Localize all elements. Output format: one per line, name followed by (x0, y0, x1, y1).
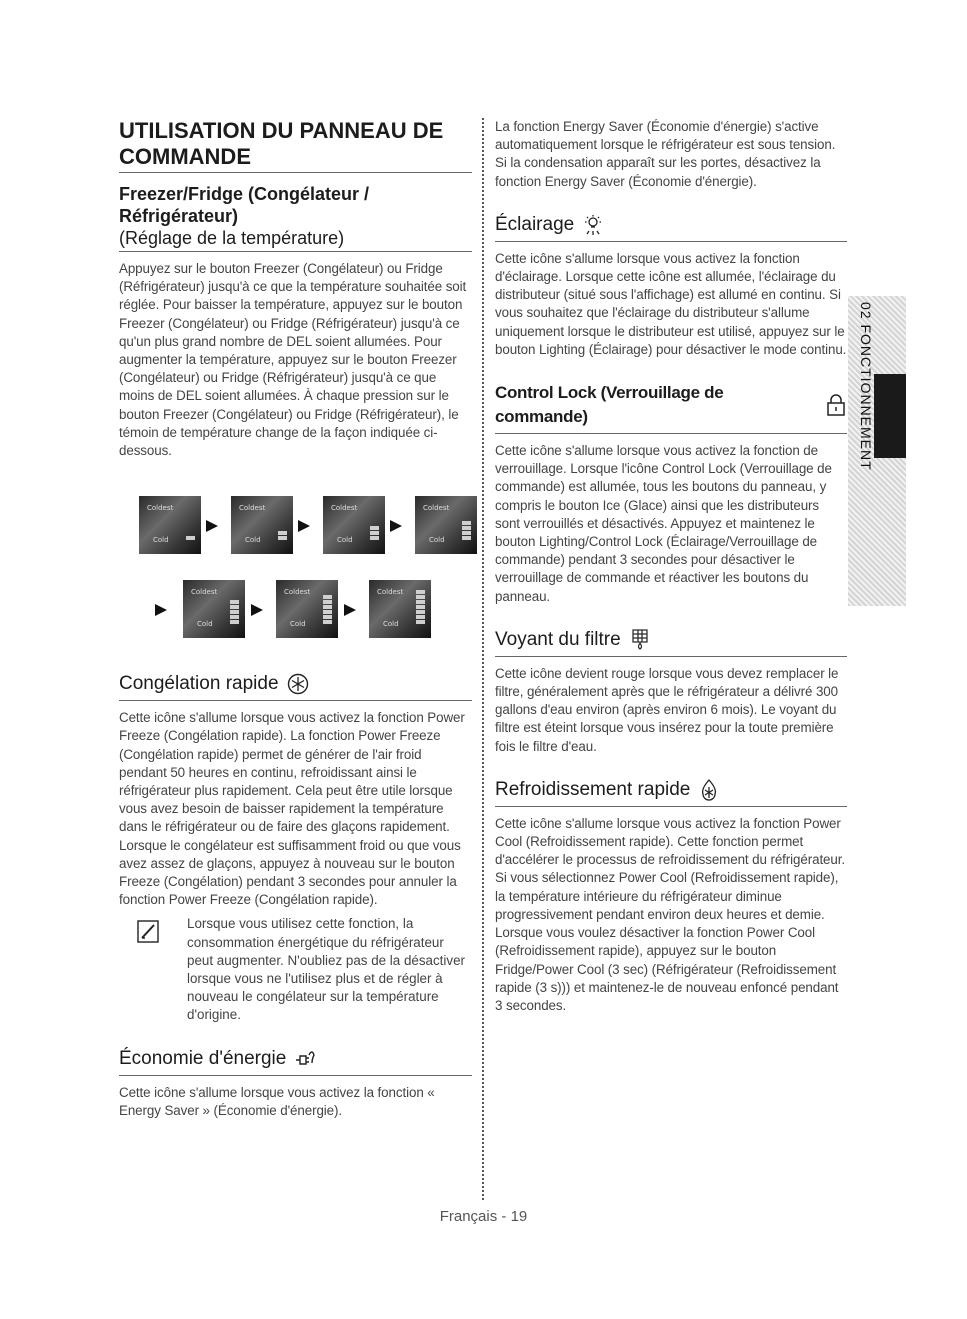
temp-led (323, 600, 332, 604)
sequence-arrow (155, 604, 167, 616)
filter-title-text: Voyant du filtre (495, 628, 621, 650)
temp-section-body: Appuyez sur le bouton Freezer (Congélateur) ou Fridge (Réfrigérateur) jusqu'à ce que la température souhaitée soit réglée. Pour baisser la température, appuyez sur le bouton Freezer (Congélateur) ou Fridge (Réfrigérateur) jusqu'à ce qu'un plus grand nombre de DEL soient allumées. Pour augmenter la température, appuyez sur le bouton Freezer (Congélateur) ou Fridge (Réfrigérateur) jusqu'à ce que moins de DEL soient allumées. À chaque pression sur le bouton Freezer (Congélateur) ou Fridge (Réfrigérateur), le témoin de température change de la façon indiquée ci-dessous. (119, 261, 467, 459)
temp-led (323, 610, 332, 614)
right-column (495, 118, 847, 1015)
energy-plug-icon (294, 1048, 316, 1070)
energy-saver-body: Cette icône s'allume lorsque vous activez la fonction « Energy Saver » (Économie d'énergie). (119, 1084, 435, 1118)
sequence-arrow (390, 520, 402, 532)
page-title: UTILISATION DU PANNEAU DE COMMANDE (119, 118, 472, 173)
temp-panel-label-coldest: Coldest (147, 504, 174, 513)
temp-led (370, 536, 379, 540)
filter-title (495, 628, 847, 657)
temp-panel-label-cold: Cold (245, 536, 261, 545)
temp-led (323, 620, 332, 624)
power-cool-body: Cette icône s'allume lorsque vous activez la fonction Power Cool (Refroidissement rapide). Cette fonction permet d'accélérer le processus de refroidissement du réfrigérateur. Si vous sélectionnez Power Cool (Refroidissement rapide), la température intérieure du réfrigérateur diminue progressivement pendant environ deux heures et demie. Lorsque vous voulez désactiver la fonction Power Cool (Refroidissement rapide), appuyez sur le bouton Fridge/Power Cool (3 sec) (Réfrigérateur (Refroidissement rapide (3 s))) et maintenez-le de nouveau enfoncé pendant 3 secondes. (495, 815, 845, 1013)
lighting-title (495, 213, 847, 242)
left-column (119, 118, 472, 1120)
temp-led (186, 536, 195, 540)
temp-panel-label-coldest: Coldest (239, 504, 266, 513)
control-lock-title (495, 381, 847, 434)
power-freeze-body: Cette icône s'allume lorsque vous activez la fonction Power Freeze (Congélation rapide). La fonction Power Freeze (Congélation rapide) permet de générer de l'air froid pendant 50 heures en continu, refroidissant ainsi le réfrigérateur plus rapidement. Cela peut être utile lorsque vous avez besoin de baisser rapidement la température dans le réfrigérateur ou de faire des glaçons rapidement. Lorsque le congélateur est suffisamment froid ou que vous avez assez de glaçons, appuyez à nouveau sur le bouton Freeze (Congélation) pendant 3 secondes pour annuler la fonction Power Freeze (Congélation rapide). (119, 710, 465, 908)
temp-led (416, 605, 425, 609)
light-bulb-icon (582, 214, 604, 236)
temp-panel (231, 496, 293, 554)
temp-led (416, 620, 425, 624)
temp-led (462, 521, 471, 525)
temperature-indicator-sequence (119, 496, 472, 646)
temp-panel-label-coldest: Coldest (191, 588, 218, 597)
temp-led (278, 536, 287, 540)
side-tab-marker (874, 374, 906, 458)
temp-panel-label-cold: Cold (383, 620, 399, 629)
filter-body: Cette icône devient rouge lorsque vous devez remplacer le filtre, généralement après que le réfrigérateur a délivré 300 gallons d'eau environ (après environ 6 mois). Le voyant du filtre est éteint lorsque vous insérez pour la toute première fois le filtre d'eau. (495, 665, 839, 754)
column-divider (482, 118, 484, 1200)
power-cool-icon (698, 779, 720, 801)
temp-led (416, 590, 425, 594)
temp-title-line1: Freezer/Fridge (Congélateur / Réfrigérateur) (119, 184, 370, 226)
sequence-arrow (344, 604, 356, 616)
snowflake-icon (287, 673, 309, 695)
temp-title-line2: (Réglage de la température) (119, 228, 345, 248)
temp-led (416, 595, 425, 599)
sequence-arrow (251, 604, 263, 616)
temp-led (323, 605, 332, 609)
lock-icon (825, 394, 847, 416)
temp-panel-label-coldest: Coldest (284, 588, 311, 597)
temp-section-title (119, 183, 472, 252)
power-cool-title-text: Refroidissement rapide (495, 778, 691, 800)
energy-saver-title (119, 1047, 472, 1076)
temp-panel (323, 496, 385, 554)
temp-led (462, 526, 471, 530)
temp-led (323, 615, 332, 619)
temp-led (462, 536, 471, 540)
temp-panel-label-cold: Cold (290, 620, 306, 629)
temp-panel (415, 496, 477, 554)
chapter-side-tab (848, 296, 906, 606)
temp-panel-label-cold: Cold (429, 536, 445, 545)
control-lock-body: Cette icône s'allume lorsque vous activez la fonction de verrouillage. Lorsque l'icône Control Lock (Verrouillage de commande) est allumée, tous les boutons du panneau, y compris le bouton Ice (Glace) ainsi que les distributeurs sont verrouillés et désactivés. Appuyez et maintenez le bouton Lighting/Control Lock (Éclairage/Verrouillage de commande) pendant 3 secondes pour désactiver le verrouillage de commande et réactiver les boutons du panneau. (495, 443, 832, 604)
temp-led (323, 595, 332, 599)
energy-saver-title-text: Économie d'énergie (119, 1047, 287, 1069)
filter-icon (629, 629, 651, 651)
temp-led (230, 615, 239, 619)
temp-led (230, 600, 239, 604)
sequence-arrow (298, 520, 310, 532)
power-freeze-title (119, 672, 472, 701)
lighting-title-text: Éclairage (495, 213, 575, 235)
temp-led (416, 600, 425, 604)
temp-led (230, 610, 239, 614)
temp-led (278, 531, 287, 535)
temp-panel (369, 580, 431, 638)
temp-led (230, 605, 239, 609)
energy-saver-continued: La fonction Energy Saver (Économie d'énergie) s'active automatiquement lorsque le réfrigérateur est sous tension. Si la condensation apparaît sur les portes, désactivez la fonction Energy Saver (Économie d'énergie). (495, 119, 836, 189)
note-text: Lorsque vous utilisez cette fonction, la consommation énergétique du réfrigérateur peut augmenter. N'oubliez pas de la désactiver lorsque vous ne l'utilisez plus et de régler à nouveau le congélateur sur la température d'origine. (187, 916, 465, 1023)
note-pencil-icon (137, 919, 159, 943)
temp-panel-label-coldest: Coldest (331, 504, 358, 513)
temp-panel (276, 580, 338, 638)
temp-panel-label-cold: Cold (153, 536, 169, 545)
temp-led (370, 531, 379, 535)
temp-led (416, 610, 425, 614)
power-freeze-title-text: Congélation rapide (119, 673, 279, 695)
power-cool-title (495, 778, 847, 807)
temp-panel (183, 580, 245, 638)
temp-panel-label-cold: Cold (337, 536, 353, 545)
sequence-arrow (206, 520, 218, 532)
temp-panel-label-coldest: Coldest (377, 588, 404, 597)
note-block (119, 915, 472, 1024)
temp-panel-label-cold: Cold (197, 620, 213, 629)
temp-panel-label-coldest: Coldest (423, 504, 450, 513)
control-lock-title-text: Control Lock (Verrouillage de commande) (495, 383, 724, 427)
page-footer: Français - 19 (439, 1208, 528, 1225)
side-tab-text: 02 FONCTIONNEMENT (858, 302, 874, 471)
temp-panel (139, 496, 201, 554)
lighting-body: Cette icône s'allume lorsque vous activez la fonction d'éclairage. Lorsque cette icône est allumée, l'éclairage du distributeur (situé sous l'affichage) est allumé en continu. Si vous souhaitez que l'éclairage du distributeur s'allume uniquement lorsque le distributeur est utilisé, appuyez sur le bouton Lighting (Éclairage) pour désactiver le mode continu. (495, 250, 847, 357)
temp-led (230, 620, 239, 624)
temp-led (416, 615, 425, 619)
temp-led (370, 526, 379, 530)
temp-led (462, 531, 471, 535)
